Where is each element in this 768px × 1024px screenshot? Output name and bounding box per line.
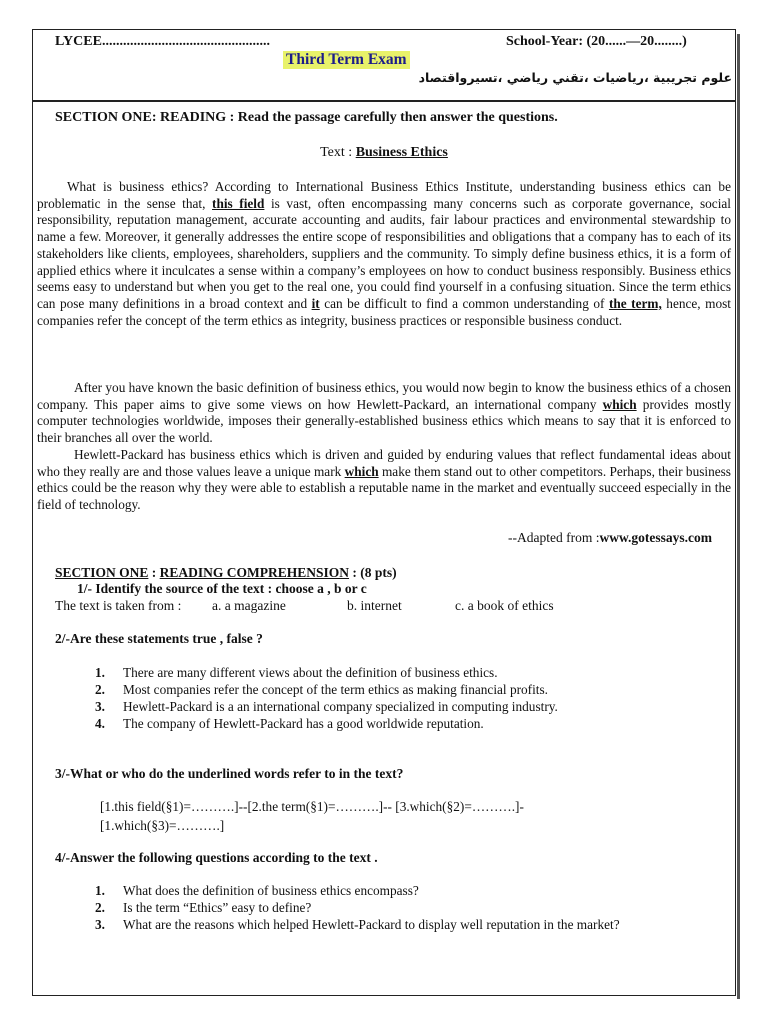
q1-option-c: c. a book of ethics xyxy=(455,598,554,613)
list-item: 2. Most companies refer the concept of the term ethics as making financial profits. xyxy=(95,682,548,697)
q1-option-a: a. a magazine xyxy=(212,598,286,613)
question-1: 1/- Identify the source of the text : choose a , b or c xyxy=(77,581,367,596)
passage-paragraph-3: Hewlett-Packard has business ethics which is driven and guided by enduring values that reflect fundamental ideas about who they really are and those values leave a unique mark which make them stand out to other competitors. Perhaps, their business ethics could be the reason why they were able to establish a reputable name in the market and eventually succeed especially in the field of technology. xyxy=(37,447,731,513)
question-2-list xyxy=(95,664,558,732)
list-item: 2. Is the term “Ethics” easy to define? xyxy=(95,900,312,915)
section-one-heading: SECTION ONE: READING : Read the passage carefully then answer the questions. xyxy=(55,110,558,125)
underlined-which-1: which xyxy=(602,396,637,412)
list-item: 3. What are the reasons which helped Hewlett-Packard to display well reputation in the market? xyxy=(95,917,620,932)
passage-paragraph-2: After you have known the basic definition of business ethics, you would now begin to know the business ethics of a chosen company. This paper aims to give some views on how Hewlett-Packard, an international company which provides mostly computer technologies worldwide, imposes their generally-established business ethics which means to say that it is enforced to their branches all over the world. xyxy=(37,380,731,446)
q1-lead: The text is taken from : xyxy=(55,598,182,613)
source-site: www.gotessays.com xyxy=(599,530,712,545)
underlined-it: it xyxy=(311,295,320,311)
header-divider xyxy=(32,100,736,102)
q3-line-2: [1.which(§3)=……….] xyxy=(100,818,225,833)
text-title xyxy=(0,145,768,161)
question-3-references xyxy=(100,797,620,835)
q3-line-1: [1.this field(§1)=……….]--[2.the term(§1)=……….]-- [3.which(§2)=……….]- xyxy=(100,799,524,814)
comprehension-heading: SECTION ONE : READING COMPREHENSION : (8 pts) xyxy=(55,565,397,580)
list-item: 1. There are many different views about the definition of business ethics. xyxy=(95,665,498,680)
list-item: 4. The company of Hewlett-Packard has a good worldwide reputation. xyxy=(95,716,484,731)
text-label: Text : xyxy=(320,145,356,160)
streams-label: علوم تجريبية ،رياضيات ،تقني رياضي ،تسيرواقتصاد xyxy=(418,70,732,85)
question-2: 2/-Are these statements true , false ? xyxy=(55,631,263,646)
underlined-this-field: this field xyxy=(212,195,265,211)
list-item: 1. What does the definition of business ethics encompass? xyxy=(95,883,419,898)
question-4-list xyxy=(95,882,620,933)
underlined-the-term: the term, xyxy=(608,295,662,311)
exam-title: Third Term Exam xyxy=(283,51,410,69)
list-item: 3. Hewlett-Packard is a an international company specialized in computing industry. xyxy=(95,699,558,714)
passage-paragraph-1: What is business ethics? According to International Business Ethics Institute, understanding business ethics can be problematic in the sense that, this field is vast, often encompassing many concerns such as corporate governance, social responsibility, reputation management, accurate accounting and audits, fair labour practices and environmental stewardship to name a few. Moreover, it generally addresses the entire scope of responsibilities and obligations that a company has to each of its stakeholders like clients, employees, shareholders, suppliers and the community. To simply define business ethics, it is a form of applied ethics where it inculcates a sense within a company’s employees on how to conduct business responsibly. Business ethics seems easy to understand but when you get to the real one, you could find yourself in a confusing situation. Since the term ethics can pose many definitions in a broad context and it can be difficult to find a common understanding of the term, hence, most companies refer the concept of the term ethics as integrity, business practices or responsible business conduct. xyxy=(37,179,732,328)
q1-option-b: b. internet xyxy=(347,598,402,613)
question-4: 4/-Answer the following questions according to the text . xyxy=(55,850,378,865)
lycee-field: LYCEE................................................ xyxy=(55,34,270,49)
school-year-field: School-Year: (20......—20........) xyxy=(506,34,687,49)
text-title-name: Business Ethics xyxy=(355,145,448,160)
passage-source: --Adapted from :www.gotessays.com xyxy=(508,530,712,545)
underlined-which-2: which xyxy=(344,463,379,479)
question-3: 3/-What or who do the underlined words refer to in the text? xyxy=(55,766,404,781)
